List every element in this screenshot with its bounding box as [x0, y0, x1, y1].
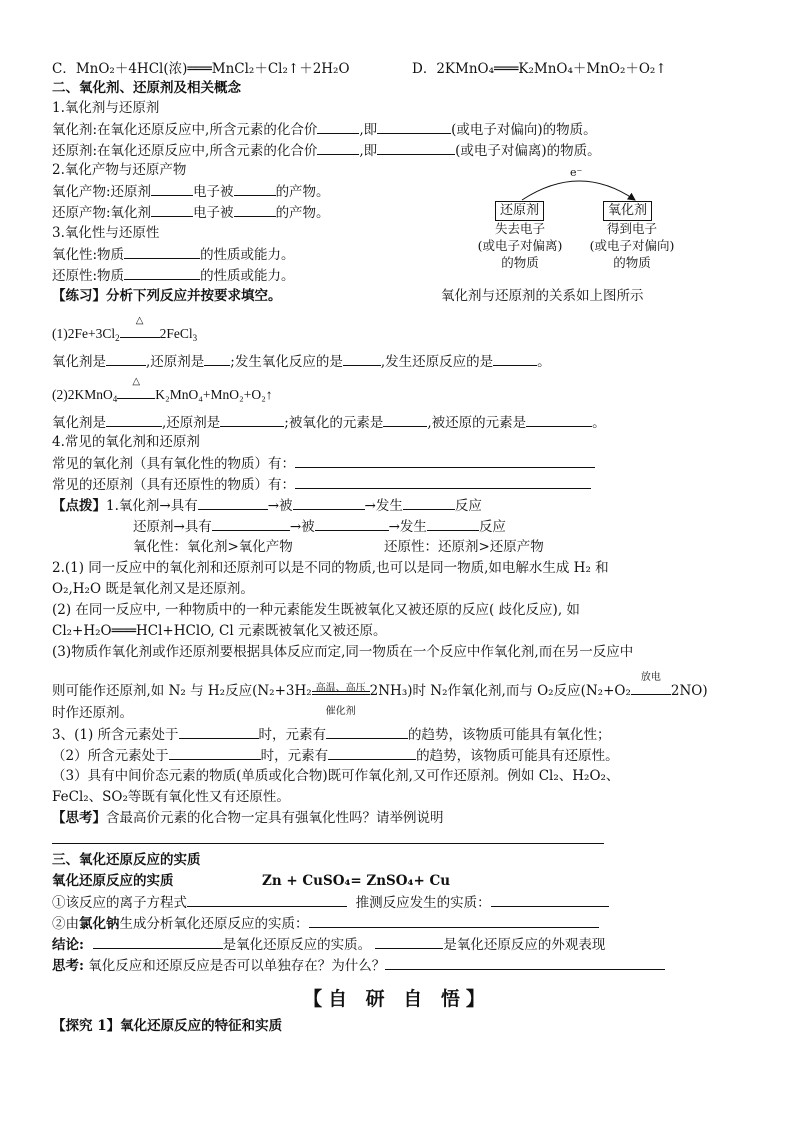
blank[interactable] — [106, 352, 146, 366]
blank[interactable] — [343, 352, 381, 366]
blank[interactable] — [377, 120, 451, 134]
blank[interactable] — [377, 141, 455, 155]
blank[interactable] — [179, 725, 259, 739]
section-3-title: 三、氧化还原反应的实质 — [52, 852, 201, 868]
blank[interactable] — [295, 475, 591, 489]
relation-diagram — [470, 166, 700, 281]
oxidant-definition: 氧化剂:在氧化还原反应中,所含元素的化合价 ,即 (或电子对偏向)的物质。 — [52, 122, 597, 138]
blank[interactable] — [93, 935, 223, 949]
tip-2-line-2: O₂,H₂O 既是氧化剂又是还原剂。 — [52, 581, 254, 597]
ionic-equation-question: ①该反应的离子方程式 推测反应发生的实质： — [52, 893, 609, 912]
blank[interactable] — [212, 517, 290, 531]
practice-equation-2: (2)2KMnO$_4$ △ K₂MnO₄+MnO₂+O₂↑ — [52, 376, 273, 404]
equation-c: C．MnO₂＋4HCl(浓)═══MnCl₂＋Cl₂↑＋2H₂O — [52, 61, 350, 77]
blank[interactable] — [234, 203, 276, 217]
blank[interactable] — [187, 893, 347, 907]
think-section-3: 思考: 氧化反应和还原反应是否可以单独存在？为什么？ — [52, 956, 665, 975]
blank[interactable] — [526, 413, 592, 427]
tip-line-2: 还原剂→具有 →被 →发生 反应 — [133, 519, 506, 535]
common-reductants: 常见的还原剂（具有还原性的物质）有： — [52, 475, 591, 494]
blank[interactable] — [385, 956, 665, 970]
practice-question-2: 氧化剂是 ,还原剂是 ;被氧化的元素是 ,被还原的元素是 。 — [52, 415, 606, 431]
blank[interactable] — [124, 245, 200, 259]
blank[interactable] — [493, 352, 537, 366]
blank[interactable] — [491, 893, 609, 907]
blank[interactable] — [315, 517, 389, 531]
subsection-2-title: 2.氧化产物与还原产物 — [52, 162, 187, 178]
tip-line-3b: 还原性：还原剂>还原产物 — [384, 539, 544, 555]
reducing-property: 还原性:物质 的性质或能力。 — [52, 268, 295, 284]
zinc-copper-equation: Zn + CuSO₄= ZnSO₄+ Cu — [262, 873, 451, 889]
tip-line-3: 氧化性：氧化剂>氧化产物 — [133, 539, 293, 555]
equation-d: D．2KMnO₄═══K₂MnO₄＋MnO₂＋O₂↑ — [412, 61, 667, 77]
practice-question-1: 氧化剂是 ,还原剂是 ;发生氧化反应的是 ,发生还原反应的是 。 — [52, 354, 551, 370]
blank[interactable] — [383, 413, 427, 427]
conclusion: 结论: 是氧化还原反应的实质。 是氧化还原反应的外观表现 — [52, 937, 606, 953]
oxidant-description: 得到电子 (或电子对偏向) 的物质 — [589, 221, 675, 270]
common-title: 4.常见的氧化剂和还原剂 — [52, 434, 200, 450]
section-2-title: 二、氧化剂、还原剂及相关概念 — [52, 80, 241, 96]
valence-3-line-2: FeCl₂、SO₂等既有氧化性又有还原性。 — [52, 789, 290, 805]
valence-3-line-1: （3）具有中间价态元素的物质(单质或化合物)既可作氧化剂,又可作还原剂。例如 Cl₂、H₂O₂、 — [52, 768, 620, 784]
reductant-box: 还原剂 — [495, 201, 544, 221]
blank[interactable] — [234, 182, 276, 196]
valence-2: （2）所含元素处于 时，元素有 的趋势，该物质可能具有还原性。 — [52, 748, 619, 764]
blank[interactable] — [151, 203, 193, 217]
practice-equation-1: $(1)2Fe+3Cl_2$ △ 2FeCl$_3$ — [52, 315, 198, 343]
tip-3-line-2: Cl₂+H₂O═══HCl+HClO, Cl 元素既被氧化又被还原。 — [52, 623, 387, 639]
tip-3-line-1: (2) 在同一反应中, 一种物质中的一种元素能发生既被氧化又被还原的反应( 歧化反应), 如 — [52, 602, 580, 618]
blank[interactable] — [326, 725, 408, 739]
electron-label: e⁻ — [570, 166, 583, 179]
tip-4-line-3: 时作还原剂。 — [52, 705, 133, 721]
valence-1: 3、(1) 所含元素处于 时，元素有 的趋势，该物质可能具有氧化性； — [52, 727, 611, 743]
sodium-chloride-question: ②由氯化钠生成分析氧化还原反应的实质： — [52, 914, 599, 933]
blank[interactable] — [151, 182, 193, 196]
tip-2-line-1: 2.(1) 同一反应中的氧化剂和还原剂可以是不同的物质,也可以是同一物质,如电解水生成 H₂ 和 — [52, 560, 609, 576]
tip-4-line-2: 则可能作还原剂,如 N₂ 与 H₂反应(N₂+3H₂ 高温、高压 催化剂 2NH₃)时 N₂作氧化剂,而与 O₂反应(N₂+O₂ 放电 2NO) — [52, 672, 708, 717]
self-study-title: 【自 研 自 悟】 — [303, 988, 491, 1010]
blank[interactable] — [317, 120, 359, 134]
discharge-arrow: 放电 — [631, 682, 671, 700]
reduction-product: 还原产物:氧化剂 电子被 的产物。 — [52, 205, 330, 221]
blank[interactable] — [198, 496, 268, 510]
section-3-subtitle: 氧化还原反应的实质 — [52, 873, 174, 889]
blank[interactable] — [375, 935, 443, 949]
practice-intro: 【练习】分析下列反应并按要求填空。 — [52, 288, 282, 304]
think-question: 【思考】含最高价元素的化合物一定具有强氧化性吗？请举例说明 — [52, 810, 444, 826]
blank[interactable] — [106, 413, 162, 427]
oxidant-box: 氧化剂 — [603, 201, 652, 221]
oxidizing-property: 氧化性:物质 的性质或能力。 — [52, 247, 295, 263]
blank[interactable] — [403, 496, 455, 510]
answer-line[interactable] — [52, 843, 604, 844]
oxidation-product: 氧化产物:还原剂 电子被 的产物。 — [52, 184, 330, 200]
blank[interactable] — [427, 517, 479, 531]
blank[interactable] — [328, 746, 416, 760]
common-oxidants: 常见的氧化剂（具有氧化性的物质）有： — [52, 454, 595, 473]
subsection-3-title: 3.氧化性与还原性 — [52, 225, 160, 241]
reductant-definition: 还原剂:在氧化还原反应中,所含元素的化合价 ,即 (或电子对偏离)的物质。 — [52, 143, 601, 159]
tip-line-1: 【点拨】1.氧化剂→具有 →被 →发生 反应 — [52, 498, 482, 514]
blank[interactable] — [220, 413, 284, 427]
tip-4-line-1: (3)物质作氧化剂或作还原剂要根据具体反应而定,同一物质在一个反应中作氧化剂,而在另一反应中 — [52, 644, 634, 660]
blank[interactable] — [317, 141, 359, 155]
blank[interactable] — [124, 266, 200, 280]
heating-arrow: △ — [117, 386, 155, 404]
diagram-caption: 氧化剂与还原剂的关系如上图所示 — [441, 288, 644, 304]
blank[interactable] — [295, 454, 595, 468]
explore-1: 【探究 1】氧化还原反应的特征和实质 — [52, 1018, 283, 1034]
blank[interactable] — [204, 352, 230, 366]
reductant-description: 失去电子 (或电子对偏离) 的物质 — [477, 221, 563, 270]
blank[interactable] — [169, 746, 261, 760]
subsection-1-title: 1.氧化剂与还原剂 — [52, 100, 160, 116]
blank[interactable] — [293, 496, 365, 510]
blank[interactable] — [309, 914, 599, 928]
heating-arrow: △ — [120, 325, 160, 343]
